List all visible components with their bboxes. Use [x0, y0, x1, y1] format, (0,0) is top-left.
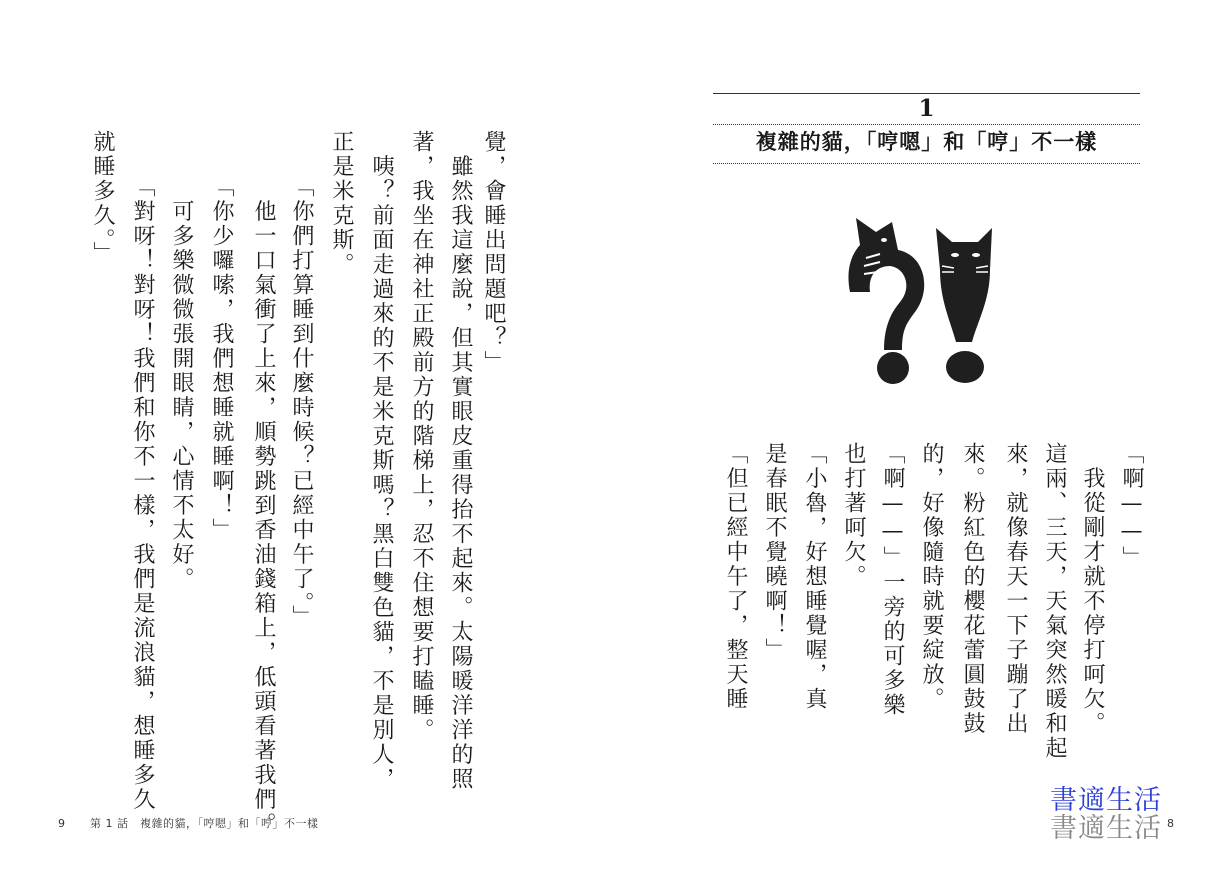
text-column: 我從剛才就不停打呵欠。: [1080, 442, 1105, 736]
text-column: 「你們打算睡到什麼時候？已經中午了。」: [289, 175, 314, 630]
text-column: 這兩、三天，天氣突然暖和起: [1042, 442, 1067, 761]
text-column: 著，我坐在神社正殿前方的階梯上，忍不住想要打瞌睡。: [409, 130, 434, 743]
dotted-rule: [713, 163, 1140, 164]
running-head: 第 1 話 複雜的貓，「哼嗯」和「哼」不一樣: [90, 817, 319, 830]
right-page: [615, 0, 1230, 874]
text-column: 「你少囉嗦，我們想睡就睡啊！」: [209, 175, 234, 543]
text-column: 「小魯，好想睡覺喔，真: [802, 442, 827, 712]
chapter-heading: [713, 93, 1140, 165]
page-number: 9: [58, 817, 65, 830]
watermark-secondary: 書適生活: [1050, 813, 1162, 844]
watermark-primary: 書適生活: [1050, 785, 1162, 816]
text-column: 覺，會睡出問題吧？」: [481, 130, 506, 375]
text-column: 也打著呵欠。: [841, 442, 866, 589]
text-column: 是春眠不覺曉啊！」: [762, 442, 787, 663]
page-number: 8: [1167, 817, 1174, 830]
text-column: 正是米克斯。: [329, 130, 354, 277]
top-rule: [713, 93, 1140, 94]
dotted-rule: [713, 124, 1140, 125]
text-column: 可多樂微微張開眼睛，心情不太好。: [169, 175, 194, 592]
text-column: 「啊——」: [1119, 442, 1144, 571]
text-column: 就睡多久。」: [90, 130, 115, 266]
chapter-number: 1: [918, 95, 935, 122]
cat-question-exclamation-icon: [840, 210, 1010, 385]
text-column: 「但已經中午了，整天睡: [723, 442, 748, 712]
text-column: 的，好像隨時就要綻放。: [919, 442, 944, 712]
text-column: 來，就像春天一下子蹦了出: [1003, 442, 1028, 736]
chapter-title: 複雜的貓，「哼嗯」和「哼」不一樣: [755, 130, 1098, 154]
text-column: 咦？前面走過來的不是米克斯嗎？黑白雙色貓，不是別人，: [369, 130, 394, 792]
text-column: 「啊——」一旁的可多樂: [880, 442, 905, 718]
text-column: 「對呀！對呀！我們和你不一樣，我們是流浪貓，想睡多久: [130, 175, 155, 812]
text-column: 他一口氣衝了上來，順勢跳到香油錢箱上，低頭看著我們。: [251, 175, 276, 837]
text-column: 雖然我這麼說，但其實眼皮重得抬不起來。太陽暖洋洋的照: [448, 130, 473, 792]
text-column: 來。粉紅色的櫻花蕾圓鼓鼓: [960, 442, 985, 736]
